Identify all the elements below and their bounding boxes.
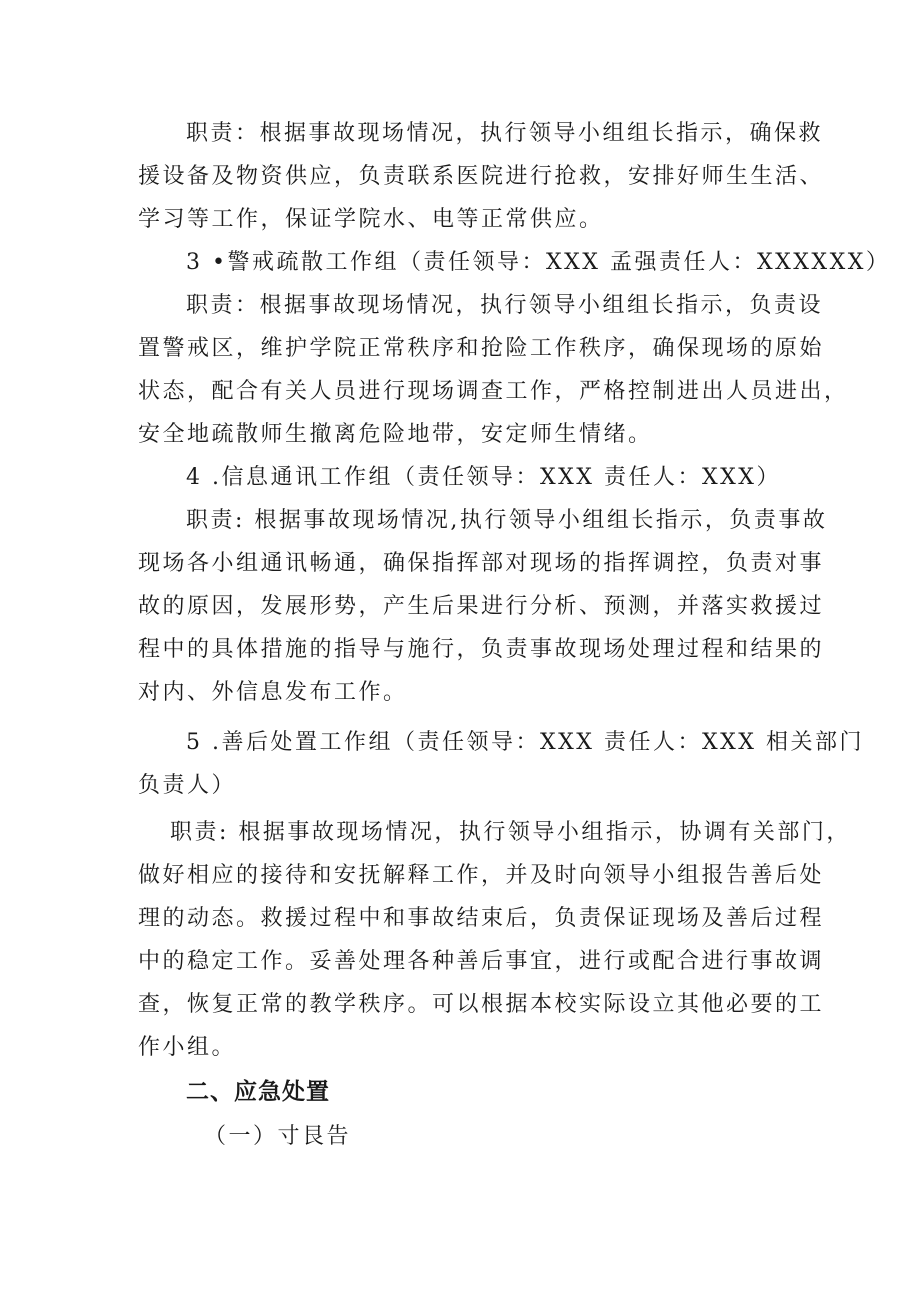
- paragraph-line: 对内、外信息发布工作。: [138, 680, 408, 705]
- list-item-heading: 4 .信息通讯工作组（责任领导：XXX 责任人：XXX）: [186, 465, 781, 490]
- paragraph-line: 理的动态。救援过程中和事故结束后，负责保证现场及善后过程: [138, 906, 825, 931]
- paragraph-line: 置警戒区，维护学院正常秩序和抢险工作秩序，确保现场的原始: [138, 336, 825, 361]
- paragraph-line: 做好相应的接待和安抚解释工作，并及时向领导小组报告善后处: [138, 863, 825, 888]
- paragraph-line: 职责：根据事故现场情况，执行领导小组组长指示，确保救: [186, 121, 824, 146]
- paragraph-line: 状态，配合有关人员进行现场调查工作，严格控制进出人员进出，: [138, 379, 849, 404]
- list-item-heading: 负责人）: [138, 773, 237, 798]
- paragraph-line: 作小组。: [138, 1035, 237, 1060]
- paragraph-line: 职责: 根据事故现场情况,执行领导小组组长指示，负责事故: [186, 508, 828, 533]
- list-item-heading: 3 •警戒疏散工作组（责任领导：XXX 孟强责任人：XXXXXX）: [186, 250, 891, 275]
- paragraph-line: 学习等工作，保证学院水、电等正常供应。: [138, 207, 604, 232]
- paragraph-line: 安全地疏散师生撤离危险地带，安定师生情绪。: [138, 422, 653, 447]
- paragraph-line: 援设备及物资供应，负责联系医院进行抢救，安排好师生生活、: [138, 164, 825, 189]
- subsection-heading: （一）寸艮告: [204, 1124, 352, 1149]
- paragraph-line: 故的原因，发展形势，产生后果进行分析、预测，并落实救援过: [138, 594, 825, 619]
- list-item-heading: 5 .善后处置工作组（责任领导：XXX 责任人：XXX 相关部门: [186, 730, 864, 755]
- paragraph-line: 现场各小组通讯畅通，确保指挥部对现场的指挥调控，负责对事: [138, 551, 825, 576]
- section-heading: 二、应急处置: [186, 1079, 330, 1105]
- paragraph-line: 中的稳定工作。妥善处理各种善后事宜，进行或配合进行事故调: [138, 949, 825, 974]
- paragraph-line: 职责: 根据事故现场情况，执行领导小组指示，协调有关部门，: [170, 820, 851, 845]
- paragraph-line: 程中的具体措施的指导与施行，负责事故现场处理过程和结果的: [138, 637, 825, 662]
- paragraph-line: 查，恢复正常的教学秩序。可以根据本校实际设立其他必要的工: [138, 992, 825, 1017]
- paragraph-line: 职责：根据事故现场情况，执行领导小组组长指示，负责设: [186, 293, 824, 318]
